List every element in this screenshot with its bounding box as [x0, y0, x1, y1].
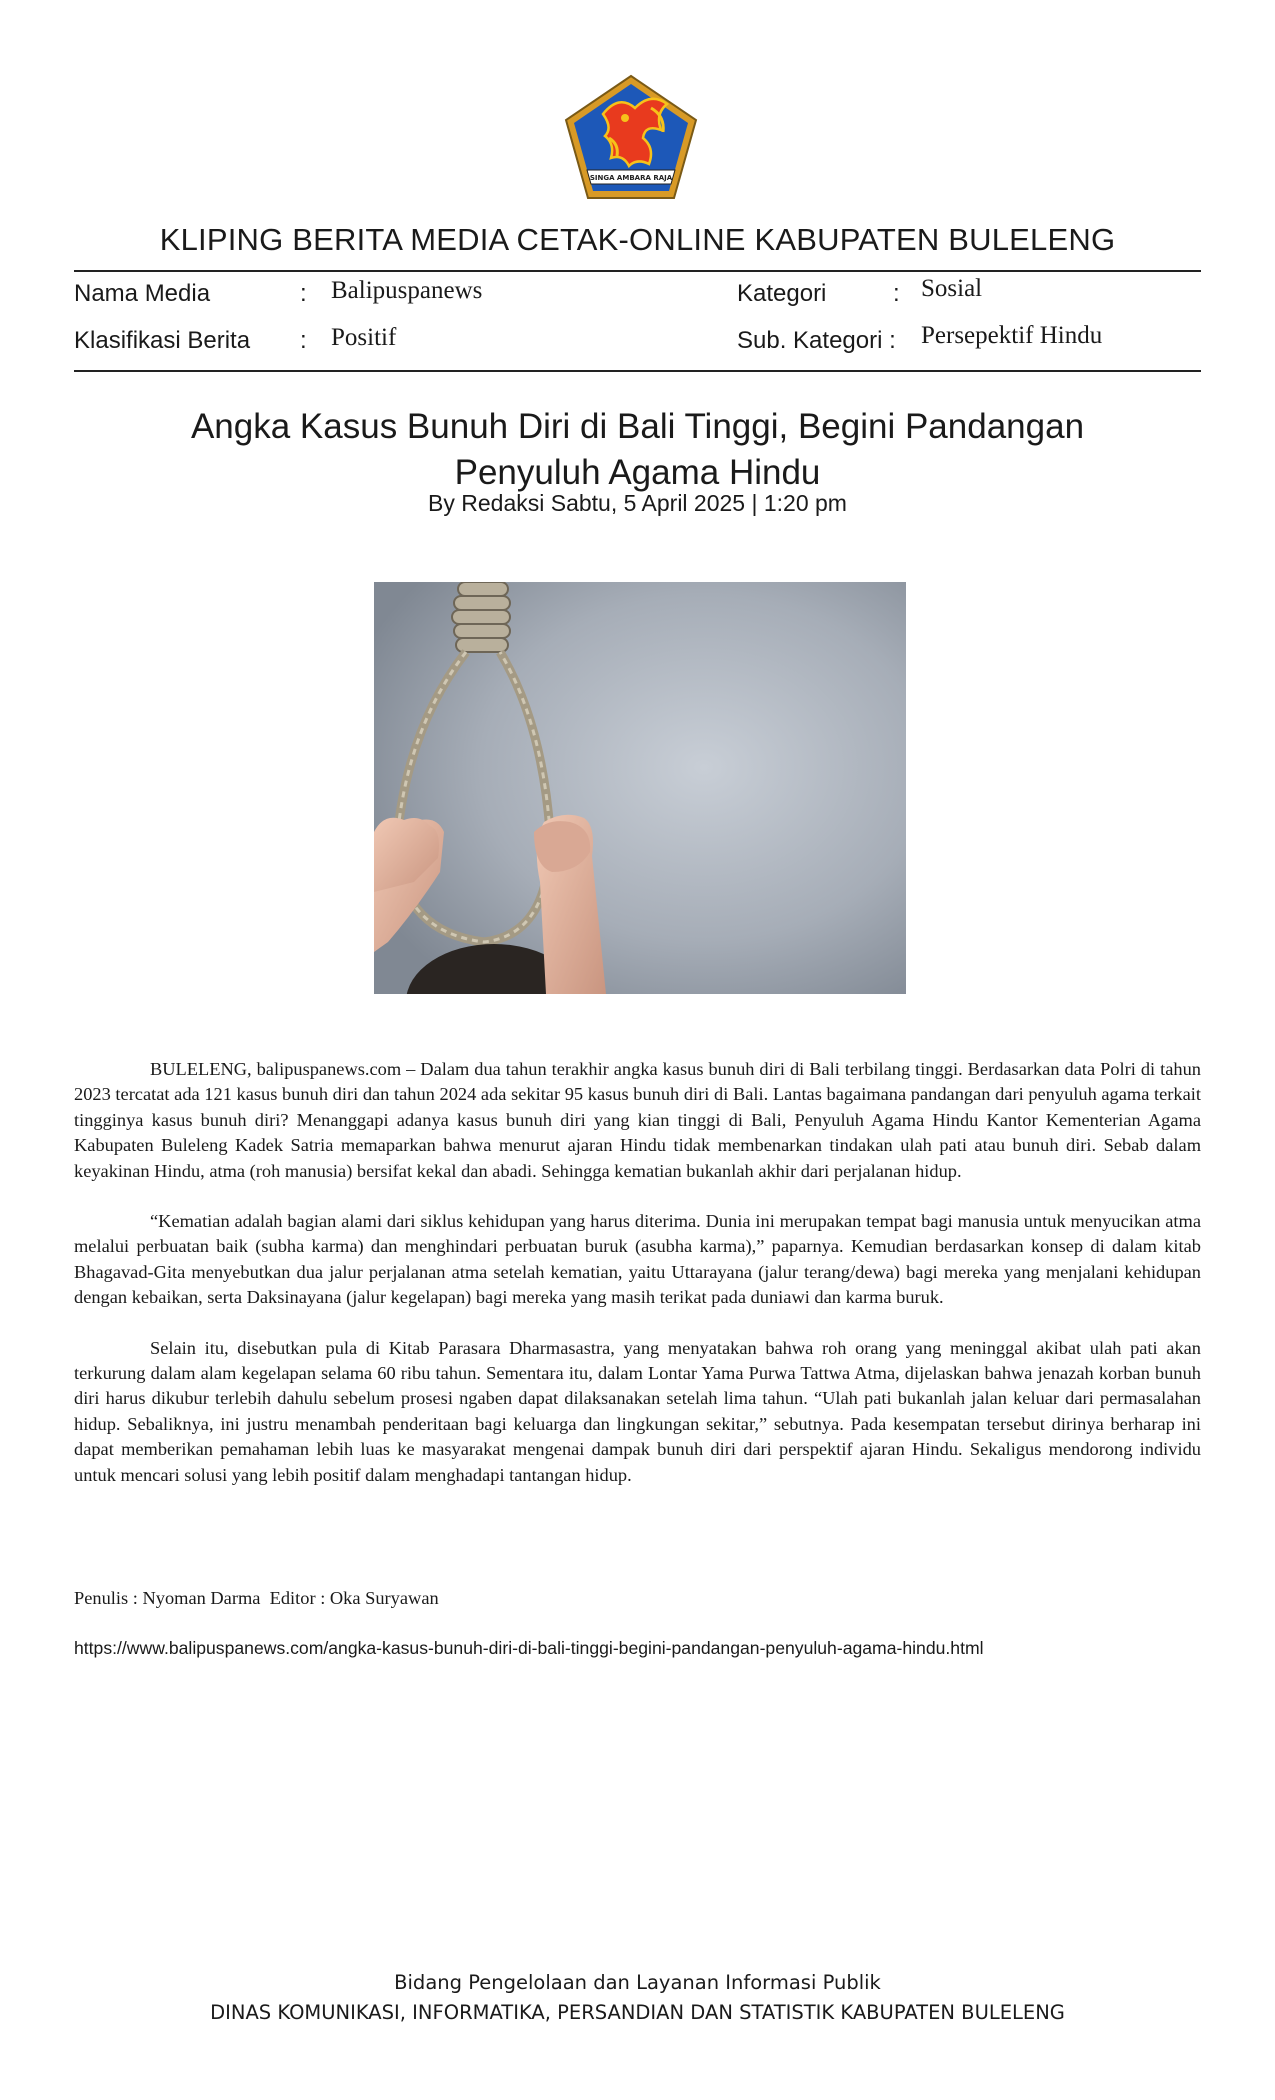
category-value: Sosial — [921, 275, 983, 302]
article-paragraph: “Kematian adalah bagian alami dari siklus kehidupan yang harus diterima. Dunia ini merupakan tempat bagi manusia untuk menyucikan atma melalui perbuatan baik (subha karma) dan menghindari perbuatan buruk (asubha karma),” paparnya. Kemudian berdasarkan konsep di dalam kitab Bhagavad-Gita menyebutkan dua jalur perjalanan atma setelah kematian, yaitu Uttarayana (jalur terang/dewa) bagi mereka yang menjalani kehidupan dengan kebaikan, serta Daksinayana (jalur kegelapan) bagi mereka yang masih terikat pada duniawi dan karma buruk. — [74, 1211, 1201, 1308]
footer-agency: DINAS KOMUNIKASI, INFORMATIKA, PERSANDIAN DAN STATISTIK KABUPATEN BULELENG — [210, 2001, 1065, 2024]
news-classification-label: Klasifikasi Berita — [74, 327, 251, 354]
category-label: Kategori — [737, 280, 827, 307]
headline-line-1: Angka Kasus Bunuh Diri di Bali Tinggi, Begini Pandangan — [190, 407, 1085, 446]
article-source-url: https://www.balipuspanews.com/angka-kasus-bunuh-diri-di-bali-tinggi-begini-pandangan-penyuluh-agama-hindu.html — [74, 1638, 984, 1658]
logo-motto: SINGA AMBARA RAJA — [589, 174, 673, 182]
article-paragraph: BULELENG, balipuspanews.com – Dalam dua tahun terakhir angka kasus bunuh diri di Bali terbilang tinggi. Berdasarkan data Polri di tahun 2023 tercatat ada 121 kasus bunuh diri dan tahun 2024 ada sekitar 95 kasus bunuh diri di Bali. Lantas bagaimana pandangan dari penyuluh agama terkait tingginya kasus bunuh diri? Menanggapi adanya kasus bunuh diri yang kian tinggi di Bali, Penyuluh Agama Hindu Kantor Kementerian Agama Kabupaten Buleleng Kadek Satria memaparkan bahwa menurut ajaran Hindu tidak membenarkan tindakan ulah pati atau bunuh diri. Sebab dalam keyakinan Hindu, atma (roh manusia) bersifat kekal dan abadi. Sehingga kematian bukanlah akhir dari perjalanan hidup. — [74, 1059, 1201, 1181]
document-title: KLIPING BERITA MEDIA CETAK-ONLINE KABUPATEN BULELENG — [159, 222, 1116, 257]
article-photo — [374, 582, 906, 994]
news-classification-separator: : — [300, 327, 307, 354]
headline-line-2: Penyuluh Agama Hindu — [454, 453, 821, 492]
article-headline — [120, 404, 1155, 496]
article-paragraph: Selain itu, disebutkan pula di Kitab Parasara Dharmasastra, yang menyatakan bahwa roh orang yang meninggal akibat ulah pati akan terkurung dalam alam kegelapan selama 60 ribu tahun. Sementara itu, dalam Lontar Yama Purwa Tattwa Atma, dijelaskan bahwa jenazah korban bunuh diri harus dikubur terlebih dahulu sebelum prosesi ngaben dapat dilaksanakan setelah lima tahun. “Ulah pati bukanlah jalan keluar dari permasalahan hidup. Sebaliknya, ini justru menambah penderitaan bagi keluarga dan lingkungan sekitar,” sebutnya. Pada kesempatan tersebut dirinya berharap ini dapat memberikan pemahaman lebih luas ke masyarakat mengenai dampak bunuh diri dari perspektif ajaran Hindu. Sekaligus mendorong individu untuk mencari solusi yang lebih positif dalam menghadapi tantangan hidup. — [74, 1337, 1201, 1485]
subcategory-label: Sub. Kategori : — [737, 327, 896, 354]
subcategory-value: Persepektif Hindu — [921, 322, 1103, 349]
article-body — [74, 1057, 1201, 1513]
media-name-label: Nama Media — [74, 280, 211, 307]
article-credits: Penulis : Nyoman Darma Editor : Oka Suryawan — [74, 1588, 439, 1608]
header-bottom-rule — [74, 370, 1201, 372]
footer-division: Bidang Pengelolaan dan Layanan Informasi Publik — [394, 1971, 881, 1994]
article-byline: By Redaksi Sabtu, 5 April 2025 | 1:20 pm — [428, 490, 847, 516]
category-separator: : — [893, 280, 900, 307]
media-name-value: Balipuspanews — [331, 277, 483, 304]
buleleng-regency-logo — [563, 74, 699, 202]
media-name-separator: : — [300, 280, 307, 307]
news-classification-value: Positif — [331, 324, 397, 351]
header-top-rule — [74, 270, 1201, 272]
